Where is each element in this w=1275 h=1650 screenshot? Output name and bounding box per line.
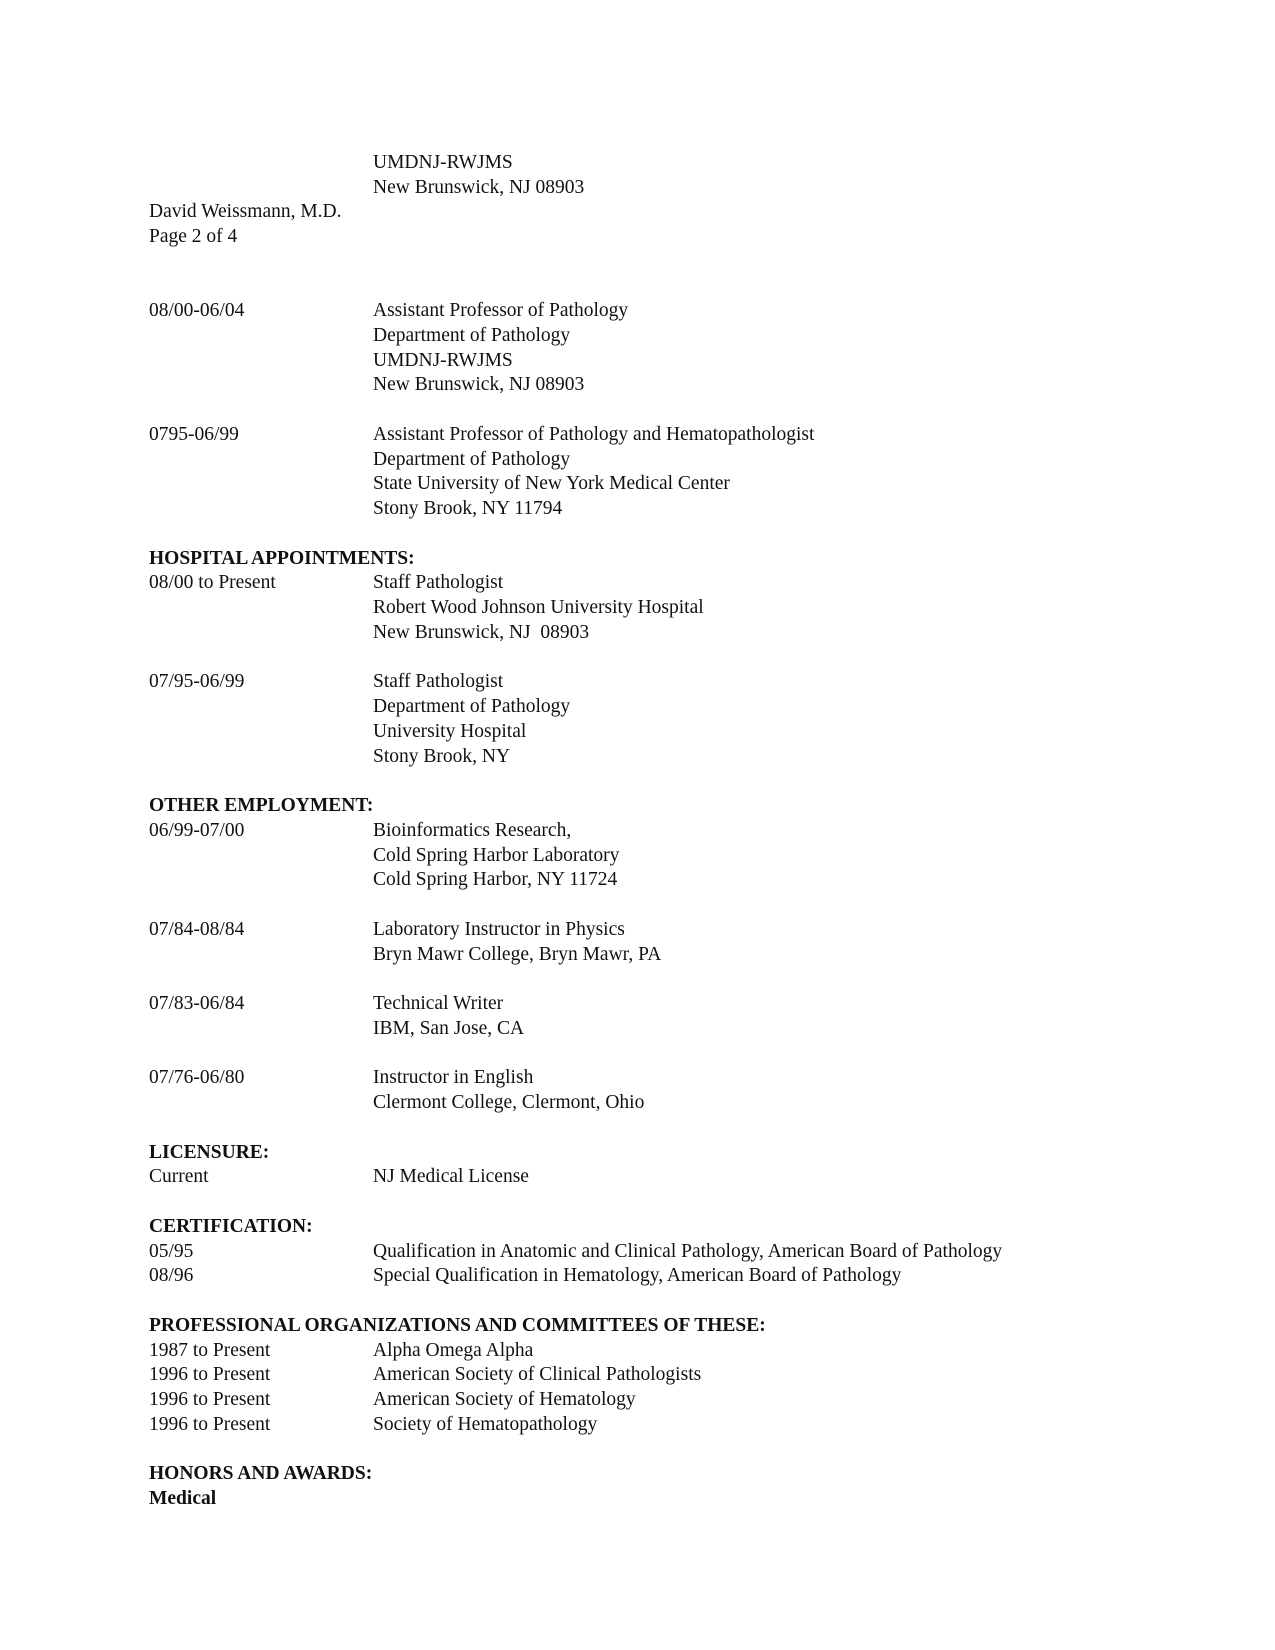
carryover-line: New Brunswick, NJ 08903 [373, 176, 585, 198]
entry-date: 06/99-07/00 [149, 819, 245, 841]
hospital-entry [149, 571, 1229, 645]
entry-line: Staff Pathologist [373, 671, 504, 693]
organization-entry [149, 1363, 1229, 1388]
entry-date: 08/96 [149, 1265, 194, 1287]
entry-line: Bryn Mawr College, Bryn Mawr, PA [373, 943, 662, 965]
entry-line: Laboratory Instructor in Physics [373, 918, 625, 940]
entry-line: Stony Brook, NY 11794 [373, 498, 563, 519]
entry-line: Cold Spring Harbor, NY 11724 [373, 869, 618, 891]
entry-line: New Brunswick, NJ 08903 [373, 621, 590, 643]
employment-entry [149, 992, 1229, 1042]
honors-section [149, 1462, 1229, 1512]
entry-line: Assistant Professor of Pathology and Hematopathologist [373, 423, 815, 445]
entry-line: Society of Hematopathology [373, 1413, 598, 1435]
entry-lines [373, 1339, 533, 1364]
organizations-section [149, 1314, 1229, 1438]
entry-date: 1996 to Present [149, 1364, 271, 1386]
carryover-address [373, 151, 584, 201]
entry-date: 05/95 [149, 1240, 194, 1262]
entry-line: Robert Wood Johnson University Hospital [373, 597, 704, 618]
entry-date: 1996 to Present [149, 1389, 271, 1410]
employment-entry [149, 819, 1229, 893]
author-name: David Weissmann, M.D. [149, 201, 342, 222]
entry-line: Assistant Professor of Pathology [373, 300, 629, 321]
section-heading: OTHER EMPLOYMENT: [149, 795, 374, 816]
entry-line: Department of Pathology [373, 448, 571, 470]
hospital-section [149, 547, 1229, 770]
entry-date: 08/00 to Present [149, 572, 276, 594]
entry-line: Department of Pathology [373, 324, 571, 346]
entry-line: Bioinformatics Research, [373, 819, 572, 841]
section-heading: HOSPITAL APPOINTMENTS: [149, 547, 415, 569]
entry-line: UMDNJ-RWJMS [373, 349, 513, 371]
entry-lines [373, 992, 524, 1042]
page-header [149, 200, 342, 250]
entry-line: American Society of Hematology [373, 1389, 636, 1410]
academic-entry [149, 423, 1229, 522]
certification-entry [149, 1264, 1229, 1289]
entry-lines [373, 423, 814, 522]
organization-entry [149, 1339, 1229, 1364]
section-heading: CERTIFICATION: [149, 1215, 313, 1237]
entry-line: Instructor in English [373, 1067, 534, 1089]
cv-body [149, 299, 1229, 1512]
entry-lines [373, 1264, 901, 1289]
entry-date: 1987 to Present [149, 1339, 271, 1361]
entry-lines [373, 918, 661, 968]
entry-date: 1996 to Present [149, 1413, 271, 1435]
organization-entry [149, 1413, 1229, 1438]
entry-line: NJ Medical License [373, 1166, 529, 1188]
entry-line: Staff Pathologist [373, 572, 504, 594]
other-employment-section [149, 794, 1229, 1116]
entry-date: 07/84-08/84 [149, 918, 245, 940]
entry-date: 07/95-06/99 [149, 671, 245, 693]
entry-line: Department of Pathology [373, 696, 571, 717]
carryover-line: UMDNJ-RWJMS [373, 152, 513, 173]
entry-line: Alpha Omega Alpha [373, 1339, 534, 1361]
entry-lines [373, 1413, 597, 1438]
entry-lines [373, 1388, 636, 1413]
entry-date: 0795-06/99 [149, 423, 239, 445]
entry-line: Technical Writer [373, 993, 504, 1014]
section-heading: LICENSURE: [149, 1141, 270, 1163]
entry-line: Clermont College, Clermont, Ohio [373, 1092, 645, 1113]
entry-line: Stony Brook, NY [373, 745, 511, 767]
entry-line: American Society of Clinical Pathologists [373, 1364, 702, 1386]
certification-section [149, 1215, 1229, 1289]
section-heading: HONORS AND AWARDS: [149, 1463, 373, 1485]
entry-line: New Brunswick, NJ 08903 [373, 374, 585, 396]
certification-entry [149, 1240, 1229, 1265]
entry-line: Qualification in Anatomic and Clinical Pathology, American Board of Pathology [373, 1240, 1003, 1262]
hospital-entry [149, 670, 1229, 769]
organization-entry [149, 1388, 1229, 1413]
entry-line: IBM, San Jose, CA [373, 1017, 525, 1039]
entry-date: 07/76-06/80 [149, 1067, 245, 1089]
entry-lines [373, 1066, 644, 1116]
entry-lines [373, 1165, 529, 1190]
licensure-section [149, 1141, 1229, 1191]
licensure-entry [149, 1165, 1229, 1190]
entry-date: 08/00-06/04 [149, 300, 245, 321]
entry-lines [373, 1363, 701, 1388]
section-subheading: Medical [149, 1488, 217, 1509]
entry-lines [373, 670, 570, 769]
employment-entry [149, 918, 1229, 968]
page-number: Page 2 of 4 [149, 225, 238, 247]
entry-line: State University of New York Medical Center [373, 473, 730, 495]
entry-lines [373, 571, 704, 645]
employment-entry [149, 1066, 1229, 1116]
entry-line: Cold Spring Harbor Laboratory [373, 844, 620, 866]
entry-line: Special Qualification in Hematology, American Board of Pathology [373, 1265, 902, 1287]
section-heading: PROFESSIONAL ORGANIZATIONS AND COMMITTEES OF THESE: [149, 1314, 766, 1336]
entry-date: 07/83-06/84 [149, 993, 245, 1014]
entry-line: University Hospital [373, 720, 527, 742]
entry-lines [373, 1240, 1002, 1265]
entry-lines [373, 299, 628, 398]
academic-section [149, 299, 1229, 522]
academic-entry [149, 299, 1229, 398]
entry-date: Current [149, 1166, 209, 1188]
entry-lines [373, 819, 619, 893]
